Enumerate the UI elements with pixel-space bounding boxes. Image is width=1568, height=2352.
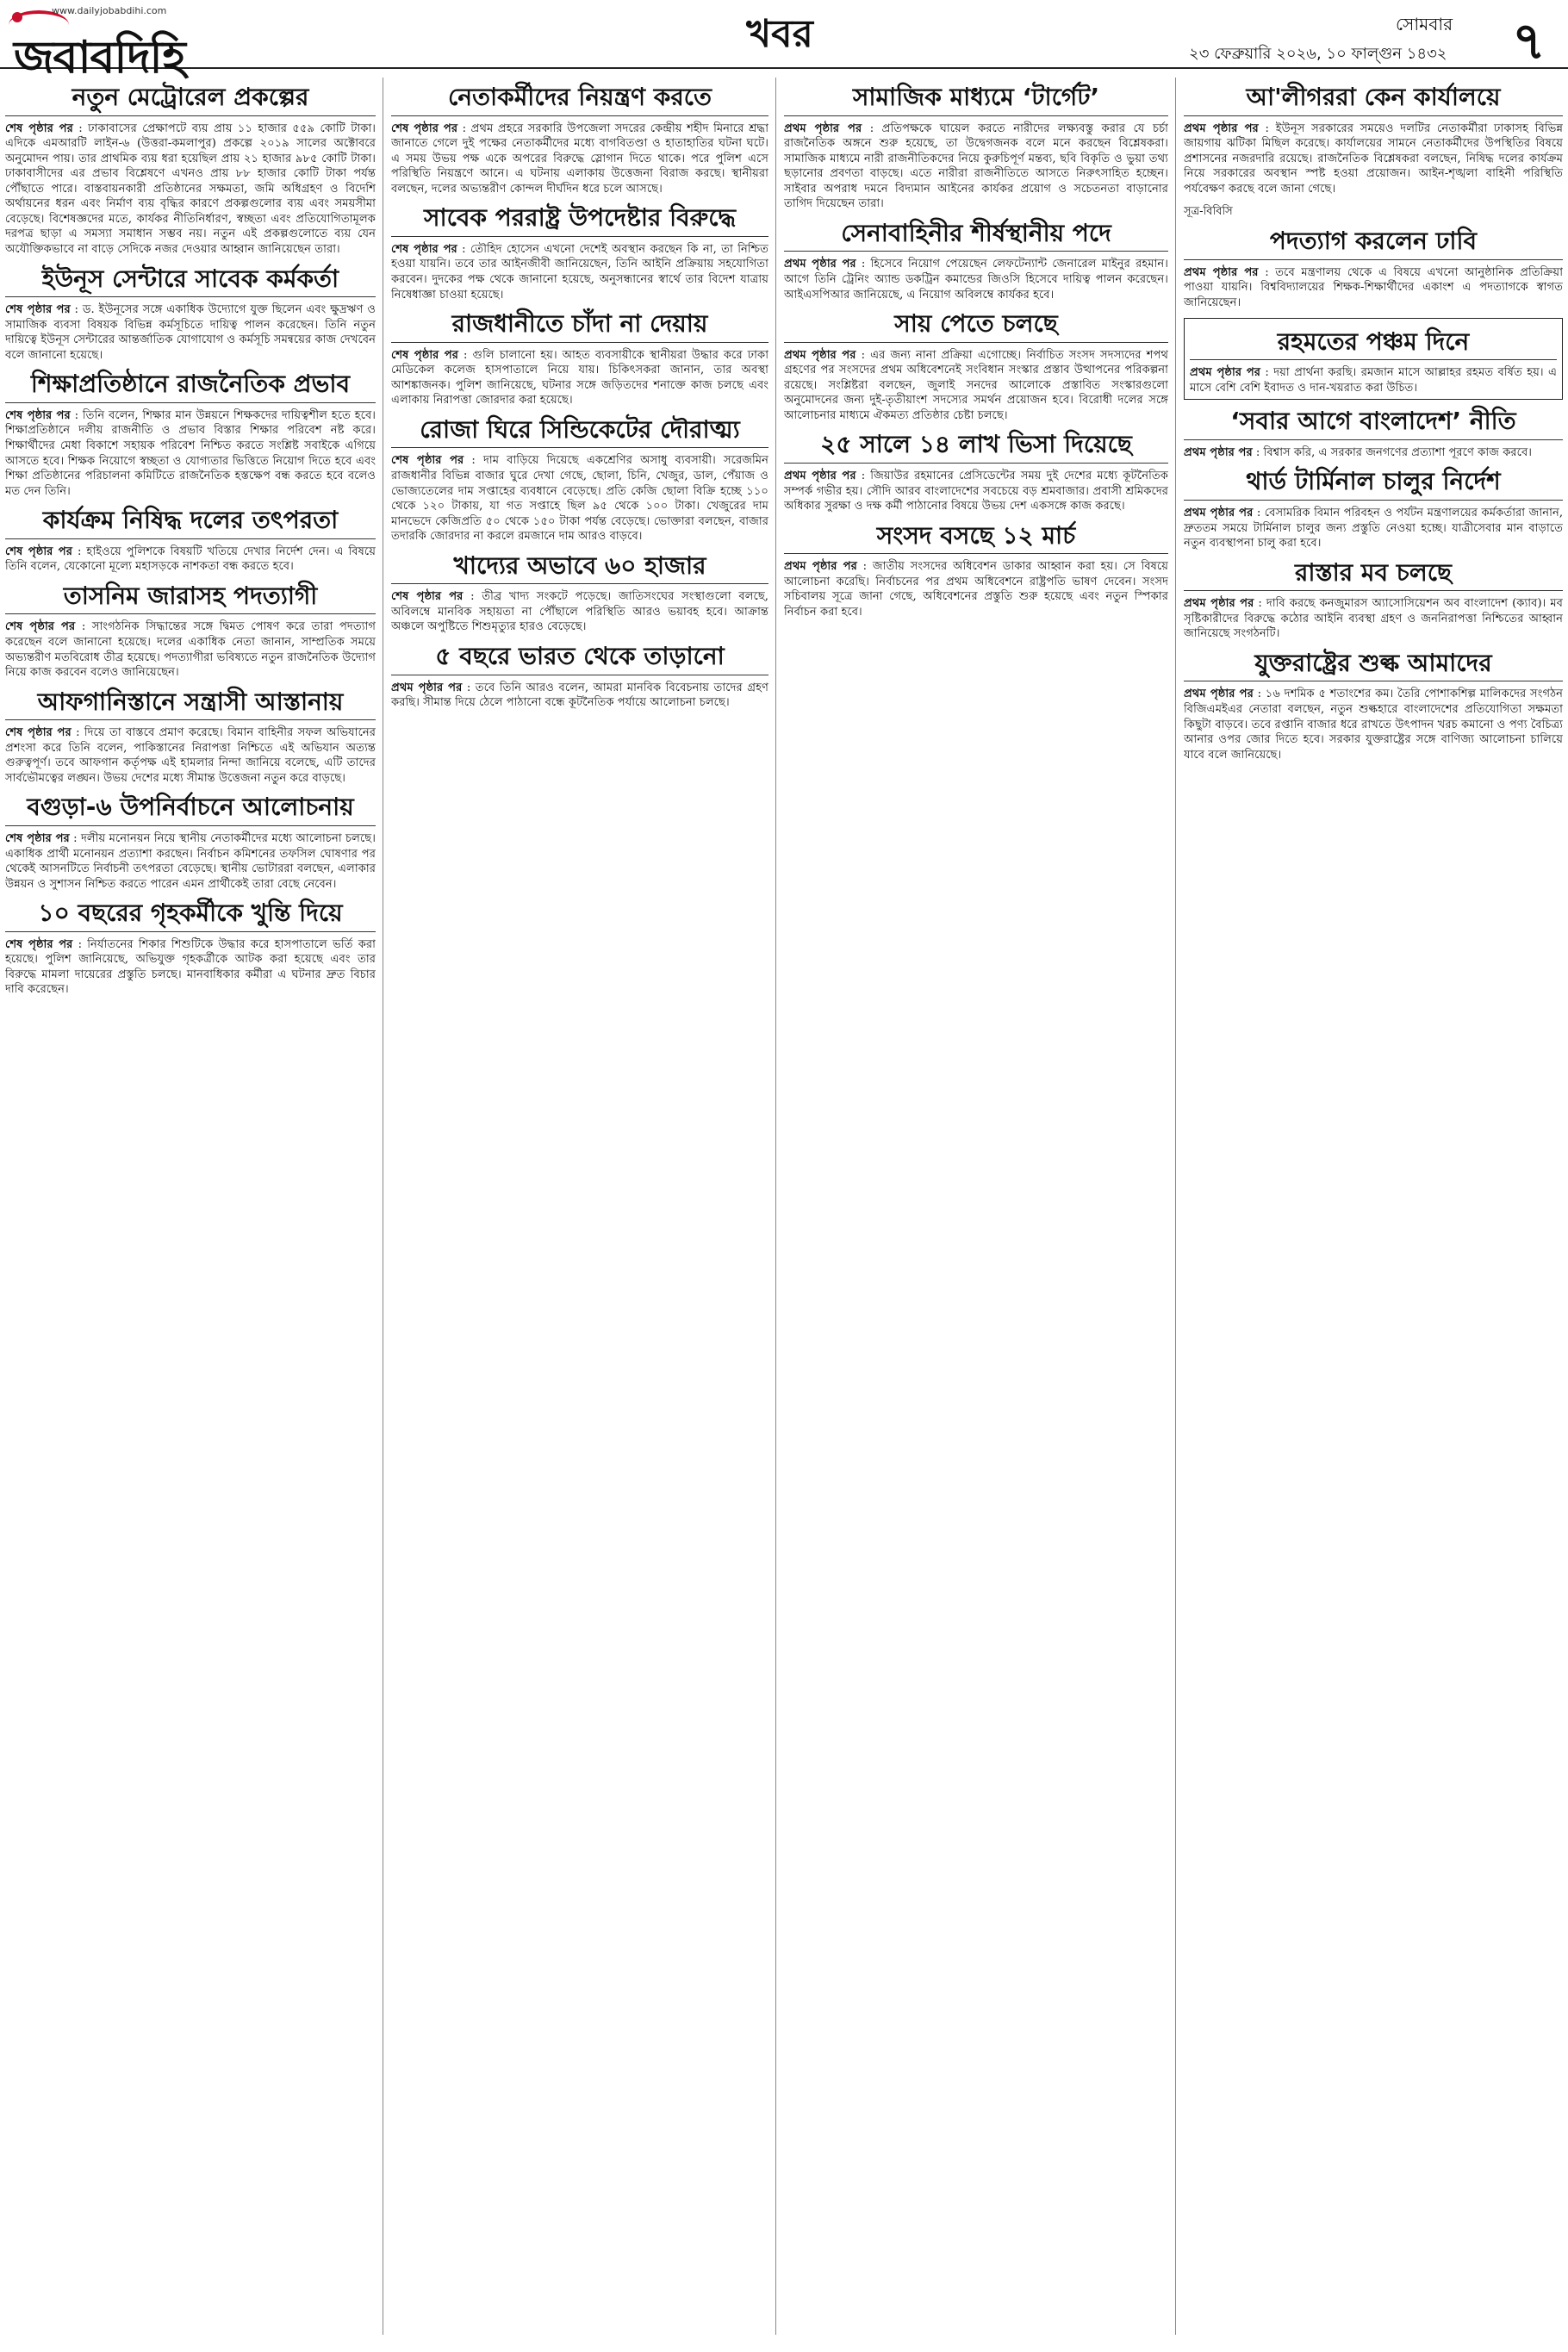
separator: : bbox=[1253, 688, 1266, 701]
continuation-label: প্রথম পৃষ্ঠার পর bbox=[784, 121, 862, 135]
continuation-label: প্রথম পৃষ্ঠার পর bbox=[1184, 265, 1259, 279]
article-headline[interactable]: আ'লীগররা কেন কার্যালয়ে bbox=[1184, 83, 1563, 116]
continuation-label: প্রথম পৃষ্ঠার পর bbox=[784, 560, 857, 574]
continuation-label: শেষ পৃষ্ঠার পর bbox=[5, 726, 72, 740]
separator: : bbox=[1258, 265, 1276, 279]
article bbox=[784, 430, 1168, 513]
logo-dot-icon bbox=[12, 12, 22, 22]
article-text: তৌহিদ হোসেন এখনো দেশেই অবস্থান করছেন কি না, তা নিশ্চিত হওয়া যায়নি। তবে তার আইনজীবী জানিয়েছেন, তিনি আইনি প্রক্রিয়ায় সহযোগিতা করবেন। দুদকের পক্ষ থেকে জানানো হয়েছে, অনুসন্ধানের স্বার্থে তার বিদেশ যাত্রায় নিষেধাজ্ঞা চাওয়া হয়েছে। bbox=[391, 242, 768, 302]
article-body bbox=[1184, 265, 1563, 311]
article-text: জিয়াউর রহমানের প্রেসিডেন্টের সময় দুই দেশের মধ্যে কূটনৈতিক সম্পর্ক গভীর হয়। সৌদি আরব বাংলাদেশের সবচেয়ে বড় শ্রমবাজার। প্রবাসী শ্রমিকদের অধিকার সুরক্ষা ও দক্ষ কর্মী পাঠানোর বিষয়ে উভয় দেশ একসঙ্গে কাজ করছে। bbox=[784, 470, 1168, 513]
article-text: প্রতিপক্ষকে ঘায়েল করতে নারীদের লক্ষ্যবস্তু করার যে চর্চা রাজনৈতিক অঙ্গনে শুরু হয়েছে, তা উদ্বেগজনক বলে মনে করছেন বিশ্লেষকরা। সামাজিক মাধ্যমে নারী রাজনীতিকদের নিয়ে কুরুচিপূর্ণ মন্তব্য, ছবি বিকৃতি ও ভুয়া তথ্য ছড়ানোর প্রবণতা বাড়ছে। এতে নারীরা রাজনীতিতে আসতে নিরুৎসাহিত হচ্ছেন। সাইবার অপরাধ দমনে বিদ্যমান আইনের কার্যকর প্রয়োগ ও সচেতনতা বাড়ানোর তাগিদ দিয়েছেন তারা। bbox=[784, 121, 1168, 211]
separator: : bbox=[1253, 506, 1265, 520]
article-body bbox=[391, 453, 768, 544]
continuation-label: প্রথম পৃষ্ঠার পর bbox=[784, 470, 856, 483]
article bbox=[5, 688, 376, 787]
article-body bbox=[5, 121, 376, 258]
article bbox=[5, 370, 376, 499]
article-text: সাংগঠনিক সিদ্ধান্তের সঙ্গে দ্বিমত পোষণ করে তারা পদত্যাগ করেছেন বলে জানানো হয়েছে। দলের একাধিক নেতা জানান, সাম্প্রতিক সময়ে অভ্যন্তরীণ মতবিরোধ তীব্র হয়েছে। পদত্যাগীরা ভবিষ্যতে নতুন রাজনৈতিক উদ্যোগ নিয়ে কাজ করবেন বলেও জানিয়েছেন। bbox=[5, 620, 376, 680]
article-text: ইউনূস সরকারের সময়েও দলটির নেতাকর্মীরা ঢাকাসহ বিভিন্ন জায়গায় ঝটিকা মিছিল করেছে। কার্যালয়ের সামনে নেতাকর্মীদের উপস্থিতির বিষয়ে প্রশাসনের নজরদারি রয়েছে। রাজনৈতিক বিশ্লেষকরা বলছেন, নিষিদ্ধ দলের কার্যক্রম নিয়ে সরকারের অবস্থান স্পষ্ট হওয়া প্রয়োজন। আইন-শৃঙ্খলা বাহিনী পরিস্থিতি পর্যবেক্ষণ করছে বলে জানা গেছে। bbox=[1184, 121, 1563, 196]
separator: : bbox=[70, 408, 83, 422]
article-headline[interactable]: পদত্যাগ করলেন ঢাবি bbox=[1184, 227, 1563, 260]
article bbox=[1184, 227, 1563, 310]
article-text: হিসেবে নিয়োগ পেয়েছেন লেফটেন্যান্ট জেনারেল মাইনুর রহমান। আগে তিনি ট্রেনিং অ্যান্ড ডকট্রিন কমান্ডের জিওসি হিসেবে দায়িত্ব পালন করেছেন। আইএসপিআর জানিয়েছে, এ নিয়োগ অবিলম্বে কার্যকর হবে। bbox=[784, 258, 1168, 302]
article-headline[interactable]: খাদ্যের অভাবে ৬০ হাজার bbox=[391, 551, 768, 585]
separator: : bbox=[856, 470, 871, 483]
continuation-label: প্রথম পৃষ্ঠার পর bbox=[1184, 121, 1259, 135]
section-name: খবর bbox=[746, 12, 813, 56]
article-body bbox=[1184, 445, 1563, 461]
article-headline[interactable]: নতুন মেট্রোরেল প্রকল্পের bbox=[5, 83, 376, 116]
article-text: এর জন্য নানা প্রক্রিয়া এগোচ্ছে। নির্বাচিত সংসদ সদস্যদের শপথ গ্রহণের পর সংসদের প্রথম অধিবেশনেই সংবিধান সংস্কার প্রস্তাব উত্থাপনের পরিকল্পনা রয়েছে। সংশ্লিষ্টরা বলছেন, জুলাই সনদের আলোকে প্রস্তাবিত সংস্কারগুলো অনুমোদনের জন্য দুই-তৃতীয়াংশ সদস্যের সমর্থন প্রয়োজন হবে। বিরোধী দলের সঙ্গে আলোচনার মাধ্যমে ঐকমত্য প্রতিষ্ঠার চেষ্টা চলছে। bbox=[784, 348, 1168, 422]
article-text: বেসামরিক বিমান পরিবহন ও পর্যটন মন্ত্রণালয়ের কর্মকর্তারা জানান, দ্রুততম সময়ে টার্মিনাল চালুর জন্য প্রস্তুতি নেওয়া হচ্ছে। যাত্রীসেবার মান বাড়াতে নতুন ব্যবস্থাপনা চালু করা হবে। bbox=[1184, 506, 1563, 551]
article-body bbox=[5, 937, 376, 998]
continuation-label: প্রথম পৃষ্ঠার পর bbox=[1184, 597, 1254, 611]
separator: : bbox=[464, 454, 483, 468]
site-url[interactable]: www.dailyjobabdihi.com bbox=[52, 5, 167, 16]
article bbox=[784, 219, 1168, 302]
column-3 bbox=[784, 78, 1168, 2339]
separator: : bbox=[72, 121, 89, 135]
separator: : bbox=[856, 560, 873, 574]
separator: : bbox=[457, 121, 471, 135]
article-headline[interactable]: ‘সবার আগে বাংলাদেশ’ নীতি bbox=[1184, 407, 1563, 440]
article-text: দাম বাড়িয়ে দিয়েছে একশ্রেণির অসাধু ব্যবসায়ী। সরেজমিন রাজধানীর বিভিন্ন বাজার ঘুরে দেখা গেছে, ছোলা, চিনি, খেজুর, ডাল, পেঁয়াজ ও ভোজ্যতেলের দাম সপ্তাহের ব্যবধানে বেড়েছে। প্রতি কেজি ছোলা বিক্রি হচ্ছে ১১০ থেকে ১২০ টাকায়, যা গত সপ্তাহে ছিল ৯৫ থেকে ১০০ টাকা। খেজুরের দাম মানভেদে কেজিপ্রতি ৫০ থেকে ১৫০ টাকা পর্যন্ত বেড়েছে। ভোক্তারা বলছেন, বাজার তদারকি জোরদার না করলে রমজানে দাম আরও বাড়বে। bbox=[391, 454, 768, 544]
continuation-label: প্রথম পৃষ্ঠার পর bbox=[391, 681, 463, 694]
article bbox=[1184, 558, 1563, 642]
article bbox=[5, 793, 376, 892]
continuation-label: প্রথম পৃষ্ঠার পর bbox=[1184, 445, 1253, 459]
article-headline[interactable]: রাজধানীতে চাঁদা না দেয়ায় bbox=[391, 309, 768, 343]
article bbox=[5, 506, 376, 575]
article-body bbox=[391, 589, 768, 635]
continuation-label: শেষ পৃষ্ঠার পর bbox=[5, 544, 72, 558]
article-headline[interactable]: বগুড়া-৬ উপনির্বাচনে আলোচনায় bbox=[5, 793, 376, 826]
article-headline[interactable]: নেতাকর্মীদের নিয়ন্ত্রণ করতে bbox=[391, 83, 768, 116]
article-headline[interactable]: যুক্তরাষ্ট্রের শুল্ক আমাদের bbox=[1184, 649, 1563, 682]
article-headline[interactable]: সাবেক পররাষ্ট্র উপদেষ্টার বিরুদ্ধে bbox=[391, 203, 768, 237]
article bbox=[5, 582, 376, 681]
article bbox=[1184, 649, 1563, 762]
article-headline[interactable]: সেনাবাহিনীর শীর্ষস্থানীয় পদে bbox=[784, 219, 1168, 252]
continuation-label: প্রথম পৃষ্ঠার পর bbox=[784, 258, 856, 271]
continuation-label: শেষ পৃষ্ঠার পর bbox=[5, 408, 71, 422]
continuation-label: শেষ পৃষ্ঠার পর bbox=[391, 121, 458, 135]
separator: : bbox=[70, 303, 83, 317]
continuation-label: শেষ পৃষ্ঠার পর bbox=[5, 620, 76, 634]
continuation-label: শেষ পৃষ্ঠার পর bbox=[391, 454, 464, 468]
article bbox=[391, 203, 768, 302]
article-headline[interactable]: রোজা ঘিরে সিন্ডিকেটের দৌরাত্ম্য bbox=[391, 415, 768, 449]
article-text: দয়া প্রার্থনা করছি। রমজান মাসে আল্লাহর রহমত বর্ষিত হয়। এ মাসে বেশি বেশি ইবাদত ও দান-খয়রাত করা উচিত। bbox=[1190, 366, 1558, 395]
separator: : bbox=[1258, 121, 1276, 135]
article-body bbox=[784, 348, 1168, 424]
article-text: নির্যাতনের শিকার শিশুটিকে উদ্ধার করে হাসপাতালে ভর্তি করা হয়েছে। পুলিশ জানিয়েছে, অভিযুক্ত গৃহকর্ত্রীকে আটক করা হয়েছে এবং তার বিরুদ্ধে মামলা দায়েরের প্রস্তুতি চলছে। মানবাধিকার কর্মীরা এ ঘটনার দ্রুত বিচার দাবি করেছেন। bbox=[5, 937, 376, 997]
article-text: তীব্র খাদ্য সংকটে পড়েছে। জাতিসংঘের সংস্থাগুলো বলছে, অবিলম্বে মানবিক সহায়তা না পৌঁছালে পরিস্থিতি আরও ভয়াবহ হবে। আক্রান্ত অঞ্চলে অপুষ্টিতে শিশুমৃত্যুর হারও বেড়েছে। bbox=[391, 590, 768, 634]
continuation-label: প্রথম পৃষ্ঠার পর bbox=[784, 348, 856, 362]
article-body bbox=[5, 544, 376, 575]
article-headline[interactable]: আফগানিস্তানে সন্ত্রাসী আস্তানায় bbox=[5, 688, 376, 721]
article-headline[interactable]: ইউনূস সেন্টারে সাবেক কর্মকর্তা bbox=[5, 264, 376, 298]
article-headline[interactable]: থার্ড টার্মিনাল চালুর নির্দেশ bbox=[1184, 467, 1563, 501]
article-body bbox=[1184, 596, 1563, 642]
separator: : bbox=[463, 590, 482, 604]
article bbox=[5, 83, 376, 258]
article bbox=[391, 309, 768, 408]
article-body bbox=[5, 408, 376, 499]
separator: : bbox=[458, 348, 473, 362]
article-body bbox=[391, 681, 768, 711]
article bbox=[784, 309, 1168, 423]
dateline: ২৩ ফেব্রুয়ারি ২০২৬, ১০ ফাল্গুন ১৪৩২ bbox=[1189, 45, 1447, 63]
separator: : bbox=[72, 937, 88, 951]
article-body bbox=[784, 559, 1168, 619]
continuation-label: শেষ পৃষ্ঠার পর bbox=[391, 348, 459, 362]
continuation-label: শেষ পৃষ্ঠার পর bbox=[391, 242, 457, 256]
article-text: ঢাকাবাসের প্রেক্ষাপটে ব্যয় প্রায় ১১ হাজার ৫৫৯ কোটি টাকা। এদিকে এমআরটি লাইন-৬ (উত্তরা-কমলাপুর) প্রকল্পে ২০১৯ সালের অক্টোবরে অনুমোদন পায়। তার প্রাথমিক ব্যয় ধরা হয়েছিল প্রায় ২১ হাজার ৯৮৫ কোটি টাকা। ঢাকাবাসীদের এর প্রভাব বিশ্লেষণে এখনও প্রায় ৮৮ হাজার কোটি টাকা পর্যন্ত পৌঁছাতে পারে। বাস্তবায়নকারী প্রতিষ্ঠানের সক্ষমতা, জমি অধিগ্রহণ ও বিদেশি অর্থায়নের ধরন এবং নির্মাণ ব্যয় বৃদ্ধির কারণে প্রকল্পগুলোর ব্যয় এবং সময়সীমা বেড়েছে। বিশেষজ্ঞদের মতে, কার্যকর নীতিনির্ধারণ, স্বচ্ছতা এবং প্রতিযোগিতামূলক দরপত্র ছাড়া এ সমস্যা সমাধান সম্ভব নয়। নতুন এই প্রকল্পগুলোতে ব্যয় যেন অযৌক্তিকভাবে না বাড়ে সেদিকে নজর দেওয়ার আহ্বান জানিয়েছেন তারা। bbox=[5, 121, 376, 256]
continuation-label: শেষ পৃষ্ঠার পর bbox=[5, 832, 70, 846]
continuation-label: শেষ পৃষ্ঠার পর bbox=[391, 590, 464, 604]
continuation-label: প্রথম পৃষ্ঠার পর bbox=[1184, 506, 1254, 520]
article-text: দলীয় মনোনয়ন নিয়ে স্থানীয় নেতাকর্মীদের মধ্যে আলোচনা চলছে। একাধিক প্রার্থী মনোনয়ন প্রত্যাশা করছেন। নির্বাচন কমিশনের তফসিল ঘোষণার পর থেকেই আসনটিতে নির্বাচনী তৎপরতা বেড়েছে। স্থানীয় ভোটাররা বলছেন, এলাকার উন্নয়ন ও সুশাসন নিশ্চিত করতে পারেন এমন প্রার্থীকেই তারা বেছে নেবেন। bbox=[5, 832, 376, 891]
logo-text: জবাবদিহি bbox=[14, 32, 185, 84]
masthead bbox=[0, 0, 1568, 84]
article-headline[interactable]: সায় পেতে চলছে bbox=[784, 309, 1168, 343]
separator: : bbox=[1260, 366, 1274, 380]
separator: : bbox=[1252, 445, 1264, 459]
article-headline[interactable]: সামাজিক মাধ্যমে ‘টার্গেট’ bbox=[784, 83, 1168, 116]
article bbox=[784, 521, 1168, 620]
separator: : bbox=[69, 832, 81, 846]
column-divider bbox=[1175, 78, 1176, 2335]
article bbox=[391, 83, 768, 196]
article-body bbox=[784, 469, 1168, 514]
article bbox=[1184, 407, 1563, 460]
article-text: বিশ্বাস করি, এ সরকার জনগণের প্রত্যাশা পূরণে কাজ করবে। bbox=[1263, 445, 1533, 459]
article-headline[interactable]: ১০ বছরের গৃহকর্মীকে খুন্তি দিয়ে bbox=[5, 899, 376, 932]
continuation-label: প্রথম পৃষ্ঠার পর bbox=[1184, 688, 1254, 701]
article-body bbox=[5, 831, 376, 892]
article-headline[interactable]: রাস্তার মব চলছে bbox=[1184, 558, 1563, 592]
column-4 bbox=[1184, 78, 1563, 2339]
article-body bbox=[5, 302, 376, 363]
article bbox=[391, 642, 768, 711]
article-text: তিনি বলেন, শিক্ষার মান উন্নয়নে শিক্ষকদের দায়িত্বশীল হতে হবে। শিক্ষাপ্রতিষ্ঠানে দলীয় রাজনীতি ও প্রভাব বিস্তার শিক্ষার পরিবেশ নষ্ট করে। শিক্ষার্থীদের মেধা বিকাশে সহায়ক পরিবেশ নিশ্চিত করতে সংশ্লিষ্ট সবাইকে এগিয়ে আসতে হবে। শিক্ষক নিয়োগে স্বচ্ছতা ও যোগ্যতার ভিত্তিতে নিয়োগ দিতে হবে এবং শিক্ষা প্রতিষ্ঠানের পরিচালনা কমিটিতে রাজনৈতিক হস্তক্ষেপ বন্ধ করতে হবে বলেও মত দেন তিনি। bbox=[5, 408, 376, 498]
article-headline[interactable]: সংসদ বসছে ১২ মার্চ bbox=[784, 521, 1168, 555]
separator: : bbox=[862, 121, 882, 135]
article bbox=[391, 551, 768, 635]
article-text: দিয়ে তা বাস্তবে প্রমাণ করেছে। বিমান বাহিনীর সফল অভিযানের প্রশংসা করে তিনি বলেন, পাকিস্তানের নিরাপত্তা নিশ্চিতে এই অভিযান অত্যন্ত গুরুত্বপূর্ণ। তবে আফগান কর্তৃপক্ষ এই হামলার নিন্দা জানিয়ে বলেছে, এটি তাদের সার্বভৌমত্বের লঙ্ঘন। উভয় দেশের মধ্যে সীমান্ত উত্তেজনা নতুন করে বাড়ছে। bbox=[5, 726, 376, 785]
column-1 bbox=[5, 78, 376, 2339]
column-divider bbox=[775, 78, 776, 2335]
article bbox=[1184, 467, 1563, 551]
article-text: দাবি করছে কনজুমারস অ্যাসোসিয়েশন অব বাংলাদেশ (ক্যাব)। মব সৃষ্টিকারীদের বিরুদ্ধে কঠোর আইনি ব্যবস্থা গ্রহণ ও জননিরাপত্তা নিশ্চিতের আহ্বান জানিয়েছে সংগঠনটি। bbox=[1184, 597, 1563, 641]
article-headline[interactable]: শিক্ষাপ্রতিষ্ঠানে রাজনৈতিক প্রভাব bbox=[5, 370, 376, 403]
article-text: হাইওয়ে পুলিশকে বিষয়টি খতিয়ে দেখার নির্দেশ দেন। এ বিষয়ে তিনি বলেন, যেকোনো মূল্যে মহাসড়কে নাশকতা বন্ধ করতে হবে। bbox=[5, 544, 376, 574]
separator: : bbox=[462, 681, 476, 694]
article-text: গুলি চালানো হয়। আহত ব্যবসায়ীকে স্থানীয়রা উদ্ধার করে ঢাকা মেডিকেল কলেজ হাসপাতালে নিয়ে যায়। চিকিৎসকরা জানান, তার অবস্থা আশঙ্কাজনক। পুলিশ জানিয়েছে, ঘটনার সঙ্গে জড়িতদের শনাক্তে কাজ চলছে এবং এলাকায় নিরাপত্তা জোরদার করা হয়েছে। bbox=[391, 348, 768, 408]
continuation-label: শেষ পৃষ্ঠার পর bbox=[5, 303, 71, 317]
article-body bbox=[391, 242, 768, 302]
article-body bbox=[391, 348, 768, 408]
article-body bbox=[1184, 687, 1563, 762]
article-text: জাতীয় সংসদের অধিবেশন ডাকার আহ্বান করা হয়। সে বিষয়ে আলোচনা করেছি। নির্বাচনের পর প্রথম অধিবেশনে রাষ্ট্রপতি ভাষণ দেবেন। সংসদ সচিবালয় সূত্রে জানা গেছে, অধিবেশনের প্রস্তুতি শুরু হয়েছে এবং নতুন স্পিকার নির্বাচন করা হবে। bbox=[784, 560, 1168, 619]
article-text: ড. ইউনূসের সঙ্গে একাধিক উদ্যোগে যুক্ত ছিলেন এবং ক্ষুদ্রঋণ ও সামাজিক ব্যবসা বিষয়ক বিভিন্ন কর্মসূচিতে দায়িত্ব পালন করেছেন। তিনি নতুন দায়িত্বে ইউনূস সেন্টারের আন্তর্জাতিক যোগাযোগ ও কর্মসূচি সমন্বয়ের কাজ দেখবেন বলে জানানো হয়েছে। bbox=[5, 303, 376, 362]
source-credit: সূত্র-বিবিসি bbox=[1184, 205, 1233, 219]
article bbox=[784, 83, 1168, 212]
article-headline[interactable]: রহমতের পঞ্চম দিনে bbox=[1190, 327, 1557, 361]
article-body bbox=[1184, 506, 1563, 551]
page-number: ৭ bbox=[1512, 11, 1546, 72]
separator: : bbox=[856, 348, 871, 362]
article-text: তবে মন্ত্রণালয় থেকে এ বিষয়ে এখনো আনুষ্ঠানিক প্রতিক্রিয়া পাওয়া যায়নি। বিশ্ববিদ্যালয়ের শিক্ষক-শিক্ষার্থীদের একাংশ এ পদত্যাগকে স্বাগত জানিয়েছেন। bbox=[1184, 265, 1563, 310]
article bbox=[391, 415, 768, 544]
article-text: ১৬ দশমিক ৫ শতাংশের কম। তৈরি পোশাকশিল্প মালিকদের সংগঠন বিজিএমইএর নেতারা বলছেন, নতুন শুল্কহারে বাংলাদেশের প্রতিযোগিতা সক্ষমতা কিছুটা বাড়বে। তবে রপ্তানি বাজার ধরে রাখতে উৎপাদন খরচ কমানো ও পণ্য বৈচিত্র্য আনার ওপর জোর দিতে হবে। সরকার যুক্তরাষ্ট্রের সঙ্গে বাণিজ্য আলোচনা চালিয়ে যাবে বলে জানিয়েছে। bbox=[1184, 688, 1563, 762]
article-headline[interactable]: কার্যক্রম নিষিদ্ধ দলের তৎপরতা bbox=[5, 506, 376, 539]
separator: : bbox=[75, 620, 92, 634]
article-headline[interactable]: ৫ বছরে ভারত থেকে তাড়ানো bbox=[391, 642, 768, 675]
article-body bbox=[1184, 121, 1563, 197]
article bbox=[1184, 83, 1563, 196]
article bbox=[1184, 318, 1563, 401]
article-headline[interactable]: তাসনিম জারাসহ পদত্যাগী bbox=[5, 582, 376, 615]
article-text: প্রথম প্রহরে সরকারি উপজেলা সদরের কেন্দ্রীয় শহীদ মিনারে শ্রদ্ধা জানাতে গেলে দুই পক্ষের নেতাকর্মীদের মধ্যে বাগবিতণ্ডা ও হাতাহাতির ঘটনা ঘটে। এ সময় উভয় পক্ষ একে অপরের বিরুদ্ধে স্লোগান দিতে থাকে। পরে পুলিশ এসে পরিস্থিতি নিয়ন্ত্রণে আনে। এ ঘটনায় এলাকায় উত্তেজনা বিরাজ করছে। স্থানীয়রা বলছেন, দলের অভ্যন্তরীণ কোন্দল দীর্ঘদিন ধরে চলে আসছে। bbox=[391, 121, 768, 196]
separator: : bbox=[457, 242, 470, 256]
article-body bbox=[391, 121, 768, 197]
column-2 bbox=[391, 78, 768, 2339]
article-text: তবে তিনি আরও বলেন, আমরা মানবিক বিবেচনায় তাদের গ্রহণ করছি। সীমান্ত দিয়ে ঠেলে পাঠানো বন্ধে কূটনৈতিক পর্যায়ে আলোচনা চলছে। bbox=[391, 681, 768, 710]
article-body bbox=[5, 725, 376, 786]
continuation-label: প্রথম পৃষ্ঠার পর bbox=[1190, 366, 1261, 380]
article-headline[interactable]: ২৫ সালে ১৪ লাখ ভিসা দিয়েছে bbox=[784, 430, 1168, 464]
continuation-label: শেষ পৃষ্ঠার পর bbox=[5, 121, 73, 135]
separator: : bbox=[856, 258, 871, 271]
day-label: সোমবার bbox=[1396, 14, 1453, 34]
article-body bbox=[784, 257, 1168, 302]
article bbox=[5, 264, 376, 364]
article bbox=[5, 899, 376, 998]
article-body bbox=[784, 121, 1168, 212]
separator: : bbox=[72, 544, 87, 558]
article-body bbox=[5, 619, 376, 680]
continuation-label: শেষ পৃষ্ঠার পর bbox=[5, 937, 73, 951]
article-body bbox=[1190, 365, 1557, 395]
separator: : bbox=[1254, 597, 1266, 611]
separator: : bbox=[71, 726, 84, 740]
